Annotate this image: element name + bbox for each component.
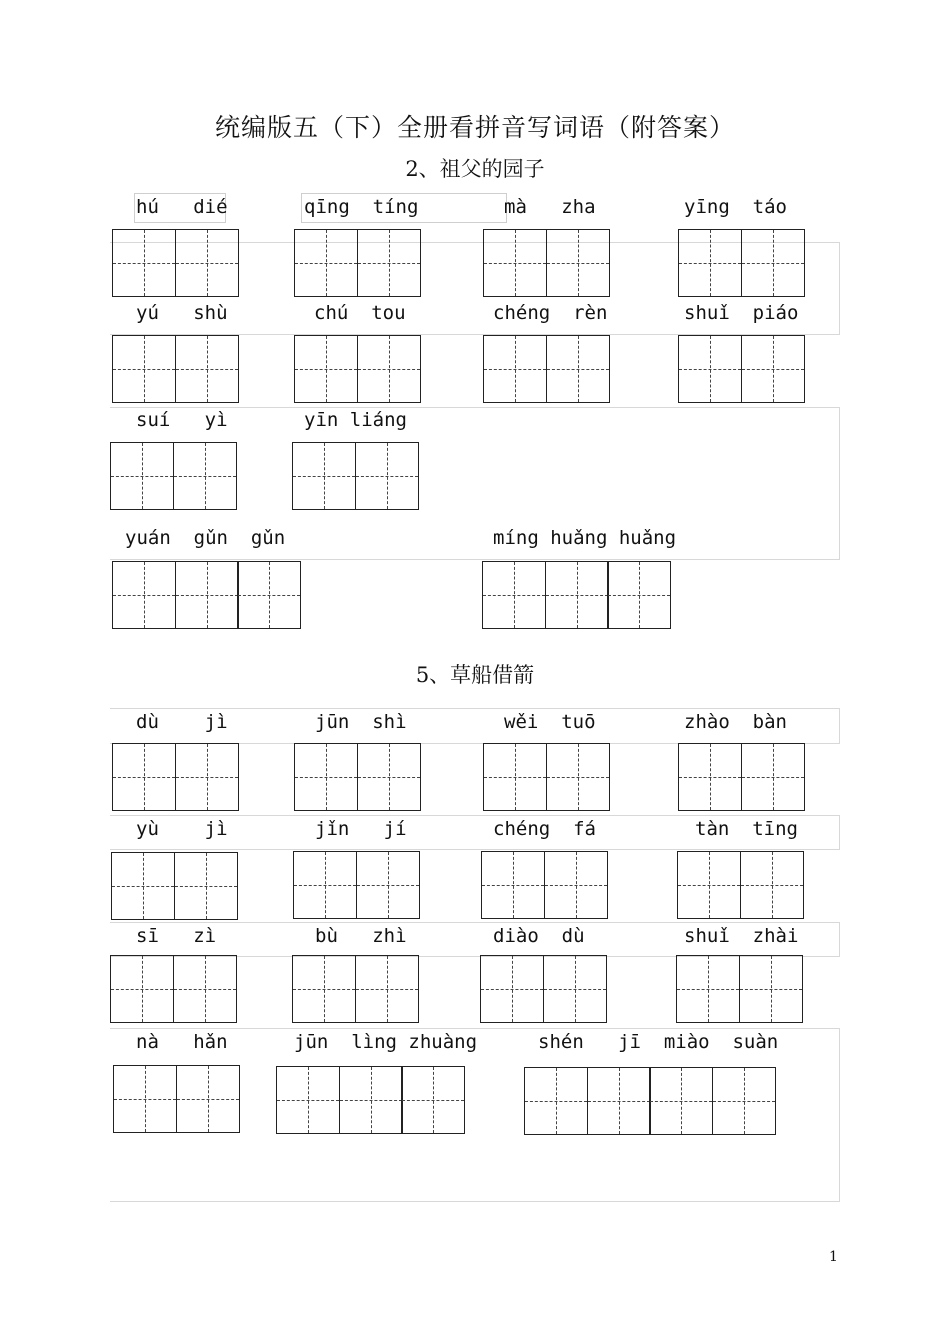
writing-grid <box>110 442 237 510</box>
guide-line <box>110 1201 840 1202</box>
tian-cell <box>357 743 421 811</box>
writing-grid <box>293 851 420 919</box>
section-heading: 5、草船借箭 <box>415 663 535 687</box>
pinyin-label: shuǐ piáo <box>684 302 799 324</box>
pinyin-label: chéng fá <box>493 818 596 840</box>
pinyin-label: míng huǎng huǎng <box>493 527 677 549</box>
page-number: 1 <box>829 1249 838 1265</box>
tian-cell <box>677 851 741 919</box>
tian-cell <box>110 955 174 1023</box>
pinyin-label: yīn liáng <box>304 409 407 431</box>
tian-cell <box>112 335 176 403</box>
pinyin-label: jǐn jí <box>315 818 407 840</box>
writing-grid <box>482 561 671 629</box>
pinyin-label: jūn shì <box>315 711 407 733</box>
writing-grid <box>677 851 804 919</box>
tian-cell <box>112 561 176 629</box>
tian-cell <box>480 955 544 1023</box>
writing-grid <box>294 335 421 403</box>
tian-cell <box>175 335 239 403</box>
writing-grid <box>111 852 238 920</box>
pinyin-label: yīng táo <box>684 196 787 218</box>
tian-cell <box>678 229 742 297</box>
pinyin-label: yù jì <box>136 818 228 840</box>
writing-grid <box>483 743 610 811</box>
tian-cell <box>113 1065 177 1133</box>
tian-cell <box>544 851 608 919</box>
guide-line <box>839 242 840 334</box>
tian-cell <box>546 229 610 297</box>
writing-grid <box>112 229 239 297</box>
guide-line <box>110 849 840 850</box>
tian-cell <box>481 851 545 919</box>
pinyin-label: yuán gǔn gǔn <box>125 527 286 549</box>
tian-cell <box>110 442 174 510</box>
tian-cell <box>712 1067 776 1135</box>
tian-cell <box>587 1067 651 1135</box>
guide-line <box>839 407 840 559</box>
guide-line <box>839 708 840 744</box>
pinyin-label: diào dù <box>493 925 585 947</box>
tian-cell <box>111 852 175 920</box>
tian-cell <box>173 955 237 1023</box>
writing-grid <box>483 335 610 403</box>
writing-grid <box>294 743 421 811</box>
writing-grid <box>292 955 419 1023</box>
pinyin-label: shuǐ zhài <box>684 925 799 947</box>
writing-grid <box>112 743 239 811</box>
tian-cell <box>356 851 420 919</box>
writing-grid <box>276 1066 465 1134</box>
writing-grid <box>292 442 419 510</box>
pinyin-label: bù zhì <box>315 925 407 947</box>
writing-grid <box>294 229 421 297</box>
writing-grid <box>113 1065 240 1133</box>
pinyin-label: qīng tíng <box>304 196 419 218</box>
tian-cell <box>546 335 610 403</box>
pinyin-label: chú tou <box>314 302 406 324</box>
writing-grid <box>678 335 805 403</box>
guide-line <box>839 922 840 956</box>
tian-cell <box>292 955 356 1023</box>
document-title: 统编版五（下）全册看拼音写词语（附答案） <box>214 113 735 142</box>
tian-cell <box>292 442 356 510</box>
tian-cell <box>483 335 547 403</box>
tian-cell <box>175 561 239 629</box>
pinyin-label: jūn lìng zhuàng <box>294 1031 478 1053</box>
tian-cell <box>112 743 176 811</box>
tian-cell <box>401 1066 465 1134</box>
tian-cell <box>357 229 421 297</box>
pinyin-label: wěi tuō <box>504 711 596 733</box>
tian-cell <box>174 852 238 920</box>
tian-cell <box>524 1067 588 1135</box>
guide-line <box>110 708 840 709</box>
tian-cell <box>678 335 742 403</box>
tian-cell <box>545 561 609 629</box>
pinyin-label: tàn tīng <box>695 818 798 840</box>
pinyin-label: chéng rèn <box>493 302 608 324</box>
tian-cell <box>482 561 546 629</box>
pinyin-label: yú shù <box>136 302 228 324</box>
tian-cell <box>294 229 358 297</box>
guide-line <box>839 1028 840 1202</box>
tian-cell <box>276 1066 340 1134</box>
tian-cell <box>678 743 742 811</box>
tian-cell <box>357 335 421 403</box>
tian-cell <box>740 851 804 919</box>
pinyin-label: sī zì <box>136 925 217 947</box>
tian-cell <box>175 229 239 297</box>
tian-cell <box>237 561 301 629</box>
guide-line <box>839 815 840 849</box>
tian-cell <box>676 955 740 1023</box>
pinyin-label: shén jī miào suàn <box>538 1031 779 1053</box>
writing-grid <box>112 561 301 629</box>
tian-cell <box>543 955 607 1023</box>
writing-grid <box>481 851 608 919</box>
pinyin-label: hú dié <box>136 196 228 218</box>
pinyin-label: nà hǎn <box>136 1031 228 1053</box>
pinyin-label: dù jì <box>136 711 228 733</box>
tian-cell <box>741 335 805 403</box>
guide-line <box>110 1028 840 1029</box>
section-heading: 2、祖父的园子 <box>405 157 545 181</box>
writing-grid <box>678 229 805 297</box>
writing-grid <box>483 229 610 297</box>
guide-line <box>110 559 840 560</box>
guide-line <box>110 815 840 816</box>
tian-cell <box>355 955 419 1023</box>
writing-grid <box>678 743 805 811</box>
tian-cell <box>294 335 358 403</box>
tian-cell <box>293 851 357 919</box>
tian-cell <box>649 1067 713 1135</box>
writing-grid <box>676 955 803 1023</box>
tian-cell <box>339 1066 403 1134</box>
tian-cell <box>483 229 547 297</box>
tian-cell <box>112 229 176 297</box>
tian-cell <box>741 743 805 811</box>
writing-grid <box>524 1067 776 1135</box>
tian-cell <box>173 442 237 510</box>
tian-cell <box>739 955 803 1023</box>
pinyin-label: zhào bàn <box>684 711 787 733</box>
tian-cell <box>741 229 805 297</box>
tian-cell <box>546 743 610 811</box>
tian-cell <box>294 743 358 811</box>
tian-cell <box>355 442 419 510</box>
pinyin-label: suí yì <box>136 409 228 431</box>
tian-cell <box>607 561 671 629</box>
guide-line <box>110 922 840 923</box>
pinyin-label: mà zha <box>504 196 596 218</box>
tian-cell <box>175 743 239 811</box>
writing-grid <box>110 955 237 1023</box>
writing-grid <box>480 955 607 1023</box>
tian-cell <box>176 1065 240 1133</box>
tian-cell <box>483 743 547 811</box>
writing-grid <box>112 335 239 403</box>
